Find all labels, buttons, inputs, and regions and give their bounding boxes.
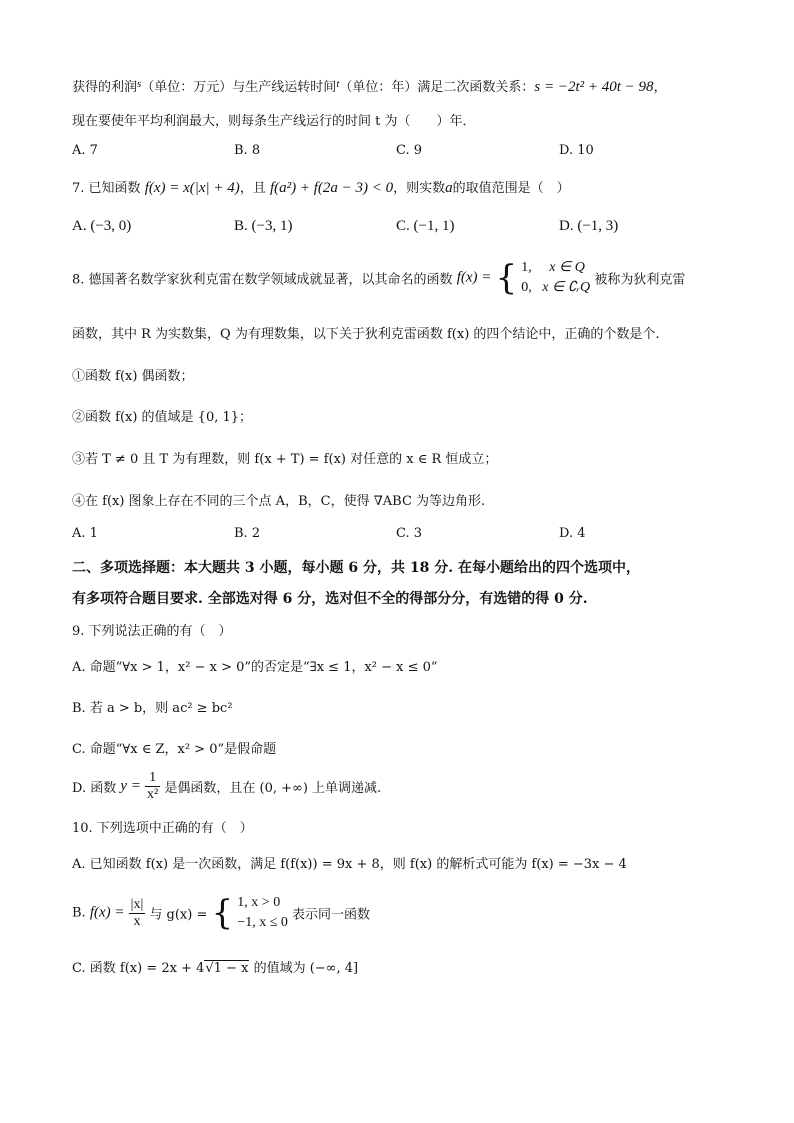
q6-var-s: s [137,78,142,90]
q8-statement-3: ③若 T ≠ 0 且 T 为有理数，则 f(x + T) = f(x) 对任意的 x ∈ R 恒成立； [72,452,498,467]
q8-case1 [521,258,590,278]
q6-line2: 现在要使年平均利润最大，则每条生产线运行的时间 t 为（ ）年． [72,114,476,129]
q8-fx: f(x) = [456,269,492,286]
q9-option-a[interactable]: A. 命题“∀x > 1，x² − x > 0”的否定是“∃x ≤ 1，x² − x ≤ 0” [72,660,438,675]
q8-text-b: 被称为狄利克雷 [594,272,686,288]
q6-text-b: （单位：万元）与生产线运转时间 [141,80,337,95]
q8-case2-cond: x ∈ ∁ᵣQ [542,280,591,295]
q7-stem [72,177,570,197]
q10-stem: 10. 下列选项中正确的有（ ） [72,821,253,836]
q7-option-b[interactable]: B. (−3, 1) [234,218,293,234]
q10-b-fx: f(x) = [89,904,125,921]
q8-option-a[interactable]: A. 1 [72,526,98,541]
q6-text-a: 获得的利润 [72,80,138,95]
q7-text-b: ，且 [239,181,266,196]
q10-b-fraction [129,897,146,930]
q6-option-c[interactable]: C. 9 [396,143,423,158]
q6-var-t: t [336,78,340,90]
q7-option-a[interactable]: A. (−3, 0) [72,218,132,234]
q10-b-mid: 与 g(x) = [149,907,208,923]
q8-line2: 函数，其中 R 为实数集，Q 为有理数集，以下关于狄利克雷函数 f(x) 的四个结论中，正确的个数是个. [72,327,660,342]
q6-text-c: （单位：年）满足二次函数关系： [339,80,535,95]
q10-b-label: B. [72,905,86,921]
q8-case1-cond: x ∈ Q [549,260,585,275]
q10-c-sqrt: √1 − x [205,961,249,976]
q9-option-c[interactable]: C. 命题“∀x ∈ Z，x² > 0”是假命题 [72,742,277,757]
q10-option-c[interactable] [72,957,358,976]
q6-line1: 获得的利润$^s$（单位：万元）与生产线运转时间$^t$（单位：年）满足二次函数关系：s = −2t² + 40t − 98， [72,78,667,95]
q9-d-text-a: D. 函数 [72,781,117,796]
section2-heading-line1: 二、多项选择题：本大题共 3 小题，每小题 6 分，共 18 分. 在每小题给出的四个选项中， [72,560,640,576]
q8-statement-4: ④在 f(x) 图象上存在不同的三个点 A，B，C，使得 ∇ABC 为等边角形. [72,494,486,509]
q10-b-cases [237,893,288,933]
q10-b-case2: −1, x ≤ 0 [237,915,288,930]
q9-stem: 9. 下列说法正确的有（ ） [72,624,232,639]
q7-var-a: a [445,180,453,196]
q8-option-d[interactable]: D. 4 [559,526,586,541]
q8-cases [521,258,590,298]
q10-option-a[interactable]: A. 已知函数 f(x) 是一次函数，满足 f(f(x)) = 9x + 8，则 f(x) 的解析式可能为 f(x) = −3x − 4 [72,857,627,872]
q8-case2 [521,278,590,298]
q6-option-a[interactable]: A. 7 [72,143,98,158]
q10-b-numerator: |x| [130,896,144,912]
q7-formula: f(x) = x(|x| + 4) [144,180,240,196]
q6-option-d[interactable]: D. 10 [559,143,594,158]
q8-statement-1: ①函数 f(x) 偶函数； [72,369,194,384]
q7-condition: f(a²) + f(2a − 3) < 0 [269,180,394,196]
q9-d-numerator: 1 [145,770,160,787]
q8-stem [72,258,685,298]
section2-heading-line2: 有多项符合题目要求. 全部选对得 6 分，选对但不全的得部分分，有选错的得 0 分. [72,591,588,607]
q9-option-d[interactable] [72,770,381,803]
q10-b-text: 表示同一函数 [292,907,371,923]
q6-option-b[interactable]: B. 8 [234,143,261,158]
q10-c-text-a: C. 函数 f(x) = 2x + 4 [72,961,205,976]
q10-b-case1: 1, x > 0 [237,895,281,910]
q7-option-d[interactable]: D. (−1, 3) [559,218,619,234]
q9-d-y: y = [120,778,141,794]
q9-d-fraction [145,770,160,803]
q8-brace: { [495,258,518,298]
q8-option-c[interactable]: C. 3 [396,526,423,541]
q7-text-a: 7. 已知函数 [72,181,141,196]
q10-b-denominator: x [133,913,141,929]
q8-case1-val: 1, [521,260,532,275]
q8-case2-val: 0, [521,280,532,295]
q6-formula: s = −2t² + 40t − 98 [534,79,654,95]
q8-option-b[interactable]: B. 2 [234,526,261,541]
q8-text-a: 8. 德国著名数学家狄利克雷在数学领域成就显著，以其命名的函数 [72,272,453,288]
q7-text-c: ，则实数 [393,181,446,196]
q9-d-text-b: 是偶函数，且在 (0, +∞) 上单调递减. [164,781,382,796]
q8-statement-2: ②函数 f(x) 的值域是 {0, 1}； [72,410,253,425]
q10-b-brace: { [211,893,234,933]
q9-option-b[interactable]: B. 若 a > b，则 ac² ≥ bc² [72,701,233,716]
q10-c-radicand: 1 − x [213,961,249,976]
q9-d-denominator: x² [147,787,159,802]
q7-option-c[interactable]: C. (−1, 1) [396,218,455,234]
q7-text-d: 的取值范围是（ ） [452,181,570,196]
q10-option-b[interactable] [72,893,370,933]
q10-c-text-b: 的值域为 (−∞, 4] [253,961,359,976]
